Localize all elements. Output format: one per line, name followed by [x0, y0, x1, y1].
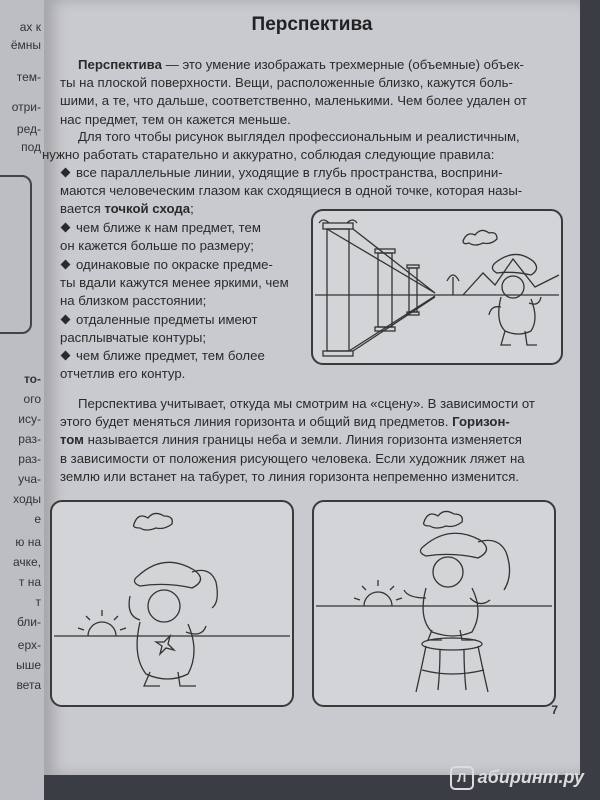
- labirint-logo-icon: Л: [450, 766, 474, 790]
- bullet-1-line-2: маются человеческим глазом как сходящиеся в одной точке, которая назы-: [60, 183, 523, 199]
- horizon-line-2: этого будет меняться линия горизонта и общий вид предметов.: [60, 414, 453, 430]
- intro-line-1: — это умение изображать трехмерные (объемные) объек-: [161, 57, 524, 72]
- previous-page-text-fragment: уча-: [18, 472, 41, 486]
- bullet-2-line-1: чем ближе к нам предмет, тем: [76, 220, 261, 235]
- previous-page-text-fragment: раз-: [18, 432, 41, 446]
- book-page: [44, 0, 580, 775]
- previous-page-text-fragment: отри-: [11, 100, 41, 114]
- horizon-line-4: в зависимости от положения рисующего человека. Если художник ляжет на: [60, 450, 525, 466]
- horizon-paragraph: [60, 395, 570, 486]
- bullet-3-line-2: ты вдали кажутся менее яркими, чем: [60, 275, 289, 291]
- page-title: Перспектива: [251, 14, 373, 35]
- bullet-4-line-1: отдаленные предметы имеют: [76, 312, 258, 327]
- bullet-3-line-3: на близком расстоянии;: [60, 293, 207, 309]
- bullet-5-line-2: отчетлив его контур.: [60, 366, 186, 382]
- bullet-3: [60, 256, 320, 311]
- previous-page-text-fragment: ачке,: [12, 555, 41, 569]
- previous-page-text-fragment: ходы: [13, 492, 41, 506]
- previous-page-text-fragment: тем-: [16, 70, 41, 84]
- horizon-line-3: называется линия границы неба и земли. Линия горизонта изменяется: [83, 432, 522, 448]
- bullet-2-line-2: он кажется больше по размеру;: [60, 238, 254, 254]
- bullet-2: [60, 219, 320, 255]
- intro-line-3: шими, а те, что дальше, соответственно, маленькими. Чем более удален от: [60, 93, 527, 109]
- previous-page-text-fragment: то-: [23, 372, 41, 386]
- previous-page-frame: [0, 175, 32, 334]
- bullet-diamond-icon: [61, 223, 71, 233]
- perspective-illustration: [311, 209, 563, 365]
- bullet-diamond-icon: [61, 351, 71, 361]
- previous-page-text-fragment: вета: [16, 678, 41, 692]
- vanishing-point-term: точкой схода: [104, 201, 191, 217]
- intro-line-2: ты на плоской поверхности. Вещи, расположенные близко, кажутся боль-: [60, 75, 513, 91]
- bullet-5: [60, 347, 320, 383]
- rules-line-2: нужно работать старательно и аккуратно, соблюдая следующие правила:: [42, 147, 495, 163]
- bullet-diamond-icon: [61, 260, 71, 270]
- low-horizon-drawing: [52, 502, 292, 705]
- intro-paragraph: [60, 56, 560, 129]
- bullet-3-line-1: одинаковые по окраске предме-: [76, 257, 273, 272]
- previous-page-text-fragment: ред-: [16, 122, 41, 136]
- rules-paragraph: [42, 128, 560, 164]
- watermark-text: абиринт.ру: [477, 766, 584, 787]
- horizon-line-1: Перспектива учитывает, откуда мы смотрим на «сцену». В зависимости от: [78, 396, 535, 411]
- previous-page-text-fragment: раз-: [18, 452, 41, 466]
- watermark-logo: [450, 766, 584, 790]
- previous-page-text-fragment: т на: [18, 575, 41, 589]
- previous-page-text-fragment: е: [34, 512, 41, 526]
- bullet-1-line-1: все параллельные линии, уходящие в глубь пространства, восприни-: [76, 165, 503, 180]
- bullet-4-line-2: расплывчатые контуры;: [60, 330, 207, 346]
- perspective-drawing: [313, 211, 561, 363]
- previous-page-text-fragment: ю на: [15, 535, 41, 549]
- intro-term: Перспектива: [78, 57, 162, 72]
- page-number: 7: [551, 703, 558, 717]
- previous-page-text-fragment: под: [21, 140, 41, 154]
- high-horizon-illustration: [312, 500, 556, 707]
- bullet-1-line-3: вается: [60, 201, 105, 217]
- previous-page-text-fragment: т: [35, 595, 41, 609]
- previous-page-text-fragment: ёмны: [10, 38, 41, 52]
- previous-page-text-fragment: ису-: [18, 412, 41, 426]
- previous-page-edge: [0, 0, 44, 800]
- low-horizon-illustration: [50, 500, 294, 707]
- previous-page-text-fragment: бли-: [16, 615, 41, 629]
- bullet-diamond-icon: [61, 315, 71, 325]
- rules-line-1: Для того чтобы рисунок выглядел профессиональным и реалистичным,: [78, 129, 520, 144]
- high-horizon-drawing: [314, 502, 554, 705]
- intro-line-4: нас предмет, тем он кажется меньше.: [60, 111, 291, 127]
- horizon-term: Горизон-: [452, 414, 510, 430]
- previous-page-text-fragment: ерх-: [17, 638, 41, 652]
- previous-page-text-fragment: ого: [23, 392, 41, 406]
- bullet-diamond-icon: [61, 168, 71, 178]
- horizon-line-5: землю или встанет на табурет, то линия горизонта непременно изменится.: [60, 468, 520, 484]
- bullet-5-line-1: чем ближе предмет, тем более: [76, 348, 265, 363]
- previous-page-text-fragment: ах к: [19, 20, 41, 34]
- horizon-term-end: том: [60, 432, 84, 448]
- bullet-4: [60, 311, 320, 347]
- bullet-1-line-3-end: ;: [190, 201, 194, 217]
- previous-page-text-fragment: ыше: [16, 658, 41, 672]
